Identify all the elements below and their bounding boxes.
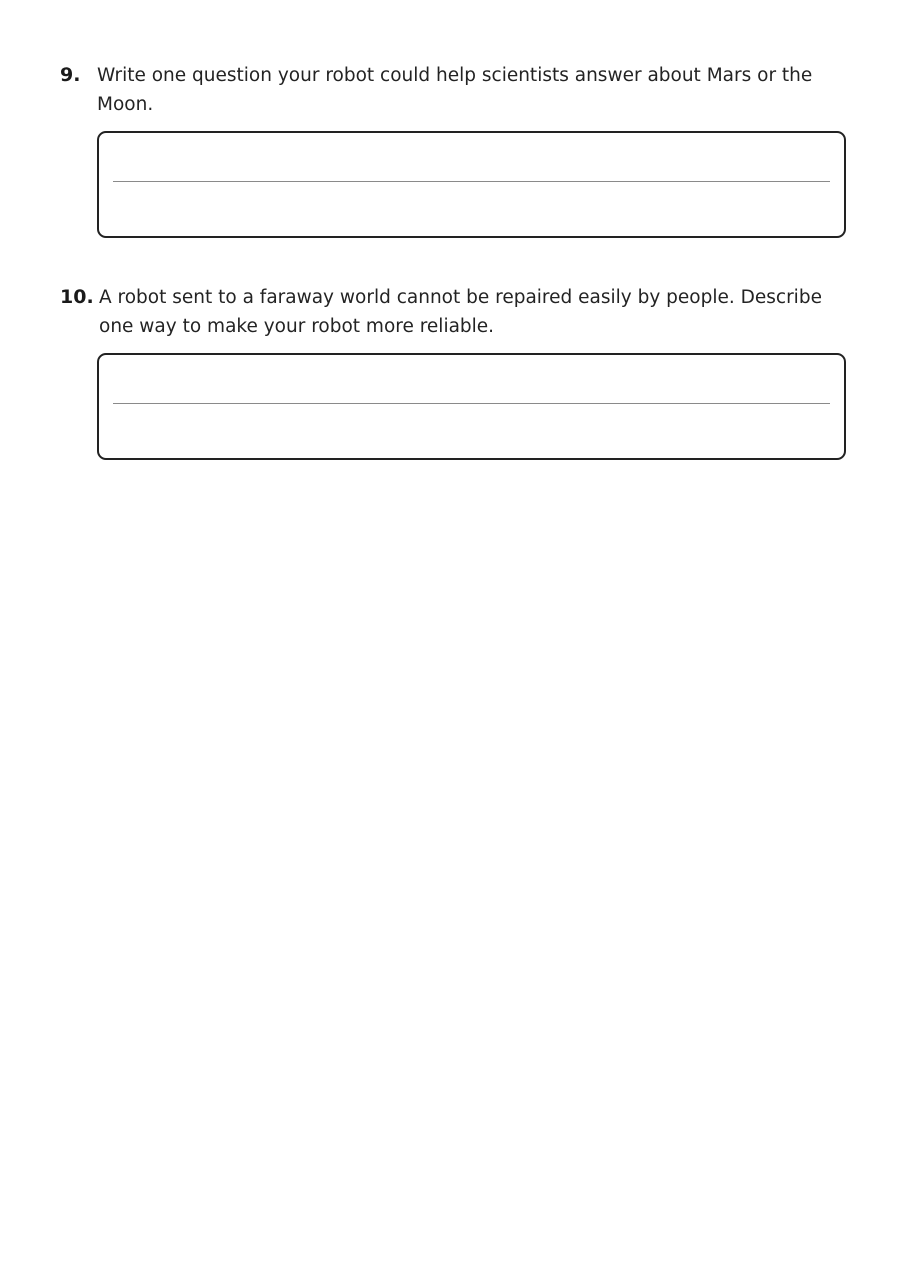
question-9-answer-line (113, 181, 830, 182)
question-9-text: Write one question your robot could help scientists answer about Mars or the Moon. (97, 65, 813, 115)
question-10-number: 10. (60, 286, 94, 308)
question-10-answer-line (113, 403, 830, 404)
question-9-number: 9. (60, 64, 81, 86)
question-10-header (60, 283, 850, 341)
question-9-answer-box[interactable] (97, 131, 846, 238)
question-10-text: A robot sent to a faraway world cannot be repaired easily by people. Describe one way to make your robot more reliable. (99, 287, 822, 337)
question-10 (60, 283, 850, 341)
question-10-answer-box[interactable] (97, 353, 846, 460)
question-9 (60, 61, 850, 119)
question-9-header (60, 61, 850, 119)
